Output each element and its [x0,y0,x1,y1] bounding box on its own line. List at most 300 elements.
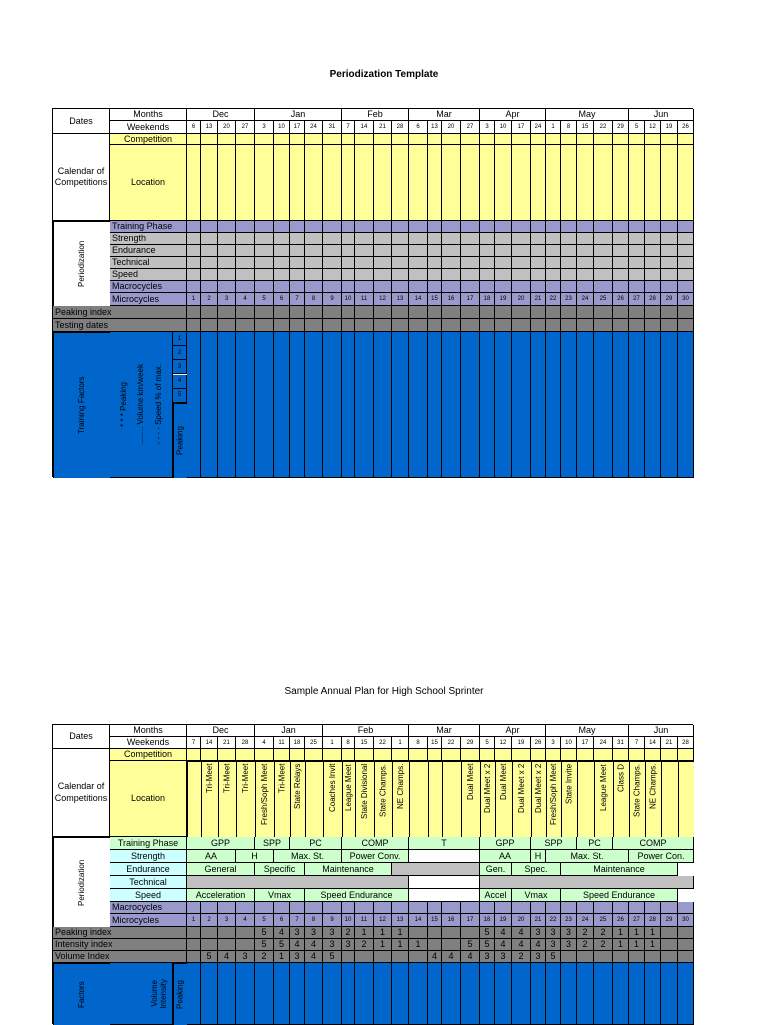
endurance-cell[interactable] [255,245,274,257]
volume-index-cell[interactable] [613,951,629,963]
strength-cell[interactable] [218,233,236,245]
intensity-index-cell[interactable]: 5 [480,939,495,951]
training-phase-segment[interactable]: PC [577,837,613,850]
macrocycles-cell[interactable] [187,281,201,293]
endurance-cell[interactable] [561,245,577,257]
training-factor-cell[interactable] [561,963,577,1025]
location-cell[interactable] [201,145,218,221]
strength-segment[interactable]: AA [187,850,236,863]
macrocycle-cell[interactable] [305,902,323,914]
training-factor-cell[interactable] [323,332,342,478]
macrocycle-cell[interactable] [461,902,480,914]
strength-cell[interactable] [342,233,355,245]
endurance-cell[interactable] [512,245,531,257]
training-factor-cell[interactable] [187,963,201,1025]
training-factor-cell[interactable] [480,332,495,478]
training-factor-cell[interactable] [577,963,594,1025]
strength-cell[interactable] [512,233,531,245]
intensity-index-cell[interactable]: 2 [355,939,374,951]
intensity-index-cell[interactable] [428,939,442,951]
training-factor-cell[interactable] [355,332,374,478]
competition-name-cell[interactable]: Tri-Meet [218,761,236,837]
technical-cell[interactable] [374,257,392,269]
testing-dates-cell[interactable] [495,319,512,332]
competition-name-cell[interactable]: Coaches Invit [323,761,342,837]
training-factor-cell[interactable] [374,332,392,478]
strength-cell[interactable] [661,233,678,245]
training-phase-cell[interactable] [274,221,290,233]
competition-name-cell[interactable]: State Invite [561,761,577,837]
testing-dates-cell[interactable] [678,319,694,332]
training-factor-cell[interactable] [613,963,629,1025]
endurance-cell[interactable] [577,245,594,257]
intensity-index-cell[interactable] [201,939,218,951]
macrocycles-cell[interactable] [374,281,392,293]
location-cell[interactable] [355,145,374,221]
peaking-index-cell[interactable] [374,306,392,319]
training-factor-cell[interactable] [409,332,428,478]
speed-cell[interactable] [355,269,374,281]
peaking-index-cell[interactable]: 5 [480,927,495,939]
technical-cell[interactable] [428,257,442,269]
peaking-index-cell[interactable] [342,306,355,319]
strength-cell[interactable] [561,233,577,245]
technical-cell[interactable] [187,257,201,269]
competition-name-cell[interactable]: Dual Meet [495,761,512,837]
training-factor-cell[interactable] [305,963,323,1025]
training-factor-cell[interactable] [290,332,305,478]
peaking-index-cell[interactable] [409,927,428,939]
competition-name-cell[interactable]: Tri-Meet [274,761,290,837]
testing-dates-cell[interactable] [594,319,613,332]
testing-dates-cell[interactable] [442,319,461,332]
macrocycles-cell[interactable] [442,281,461,293]
speed-cell[interactable] [661,269,678,281]
volume-index-cell[interactable]: 3 [495,951,512,963]
strength-segment[interactable]: Max. St. [274,850,342,863]
technical-cell[interactable] [255,257,274,269]
macrocycle-cell[interactable] [629,902,645,914]
location-cell[interactable] [187,145,201,221]
endurance-cell[interactable] [661,245,678,257]
speed-cell[interactable] [629,269,645,281]
technical-cell[interactable] [629,257,645,269]
training-factor-cell[interactable] [218,963,236,1025]
technical-cell[interactable] [577,257,594,269]
training-phase-cell[interactable] [409,221,428,233]
training-factor-cell[interactable] [392,963,409,1025]
intensity-index-cell[interactable]: 3 [561,939,577,951]
training-phase-cell[interactable] [629,221,645,233]
macrocycle-cell[interactable] [201,902,218,914]
speed-cell[interactable] [577,269,594,281]
technical-cell[interactable] [290,257,305,269]
training-factor-cell[interactable] [323,963,342,1025]
training-phase-segment[interactable]: SPP [531,837,577,850]
peaking-index-cell[interactable] [428,927,442,939]
strength-cell[interactable] [274,233,290,245]
intensity-index-cell[interactable]: 4 [512,939,531,951]
macrocycles-cell[interactable] [613,281,629,293]
strength-cell[interactable] [678,233,694,245]
technical-cell[interactable] [355,257,374,269]
competition-name-cell[interactable] [577,761,594,837]
speed-cell[interactable] [342,269,355,281]
location-cell[interactable] [342,145,355,221]
training-factor-cell[interactable] [187,332,201,478]
volume-index-cell[interactable]: 5 [323,951,342,963]
training-factor-cell[interactable] [678,963,694,1025]
macrocycle-cell[interactable] [531,902,546,914]
macrocycle-cell[interactable] [613,902,629,914]
peaking-index-cell[interactable]: 3 [561,927,577,939]
intensity-index-cell[interactable]: 3 [546,939,561,951]
macrocycles-cell[interactable] [305,281,323,293]
training-phase-cell[interactable] [531,221,546,233]
training-phase-cell[interactable] [546,221,561,233]
endurance-cell[interactable] [629,245,645,257]
speed-cell[interactable] [480,269,495,281]
macrocycle-cell[interactable] [187,902,201,914]
macrocycles-cell[interactable] [201,281,218,293]
training-phase-cell[interactable] [594,221,613,233]
endurance-cell[interactable] [678,245,694,257]
location-cell[interactable] [305,145,323,221]
location-cell[interactable] [255,145,274,221]
speed-cell[interactable] [561,269,577,281]
peaking-index-cell[interactable]: 1 [355,927,374,939]
endurance-cell[interactable] [342,245,355,257]
peaking-index-cell[interactable] [201,306,218,319]
location-cell[interactable] [409,145,428,221]
volume-index-cell[interactable] [678,951,694,963]
strength-cell[interactable] [355,233,374,245]
training-phase-cell[interactable] [305,221,323,233]
peaking-index-cell[interactable] [201,927,218,939]
intensity-index-cell[interactable] [218,939,236,951]
peaking-index-cell[interactable]: 4 [495,927,512,939]
intensity-index-cell[interactable]: 3 [342,939,355,951]
training-factor-cell[interactable] [355,963,374,1025]
competition-name-cell[interactable] [187,761,201,837]
speed-cell[interactable] [187,269,201,281]
volume-index-cell[interactable]: 5 [546,951,561,963]
peaking-index-cell[interactable] [218,927,236,939]
training-factor-cell[interactable] [392,332,409,478]
training-factor-cell[interactable] [661,963,678,1025]
training-factor-cell[interactable] [512,332,531,478]
testing-dates-cell[interactable] [342,319,355,332]
training-factor-cell[interactable] [255,963,274,1025]
location-cell[interactable] [661,145,678,221]
endurance-cell[interactable] [187,245,201,257]
strength-cell[interactable] [577,233,594,245]
competition-name-cell[interactable]: State Champs. [629,761,645,837]
technical-cell[interactable] [201,257,218,269]
training-factor-cell[interactable] [531,332,546,478]
strength-cell[interactable] [323,233,342,245]
macrocycles-cell[interactable] [392,281,409,293]
volume-index-cell[interactable] [561,951,577,963]
macrocycles-cell[interactable] [546,281,561,293]
endurance-cell[interactable] [218,245,236,257]
testing-dates-cell[interactable] [255,319,274,332]
peaking-index-cell[interactable] [678,306,694,319]
endurance-segment[interactable] [392,863,480,876]
strength-cell[interactable] [290,233,305,245]
macrocycle-cell[interactable] [480,902,495,914]
volume-index-cell[interactable]: 5 [201,951,218,963]
testing-dates-cell[interactable] [512,319,531,332]
training-factor-cell[interactable] [629,332,645,478]
peaking-index-cell[interactable] [461,306,480,319]
volume-index-cell[interactable] [342,951,355,963]
volume-index-cell[interactable] [409,951,428,963]
volume-index-cell[interactable]: 3 [236,951,255,963]
endurance-cell[interactable] [546,245,561,257]
endurance-cell[interactable] [201,245,218,257]
training-factor-cell[interactable] [255,332,274,478]
strength-cell[interactable] [305,233,323,245]
macrocycles-cell[interactable] [290,281,305,293]
macrocycle-cell[interactable] [274,902,290,914]
testing-dates-cell[interactable] [392,319,409,332]
strength-cell[interactable] [392,233,409,245]
training-phase-cell[interactable] [461,221,480,233]
testing-dates-cell[interactable] [428,319,442,332]
endurance-cell[interactable] [613,245,629,257]
training-factor-cell[interactable] [428,963,442,1025]
training-factor-cell[interactable] [512,963,531,1025]
peaking-index-cell[interactable] [442,306,461,319]
macrocycle-cell[interactable] [495,902,512,914]
training-factor-cell[interactable] [274,963,290,1025]
endurance-cell[interactable] [323,245,342,257]
competition-name-cell[interactable] [305,761,323,837]
macrocycle-cell[interactable] [342,902,355,914]
testing-dates-cell[interactable] [355,319,374,332]
volume-index-cell[interactable] [577,951,594,963]
competition-name-cell[interactable]: State Champs. [374,761,392,837]
endurance-segment[interactable]: Gen. [480,863,512,876]
endurance-cell[interactable] [374,245,392,257]
peaking-index-cell[interactable] [187,927,201,939]
location-cell[interactable] [561,145,577,221]
training-phase-cell[interactable] [428,221,442,233]
macrocycle-cell[interactable] [355,902,374,914]
intensity-index-cell[interactable]: 5 [461,939,480,951]
training-factor-cell[interactable] [342,332,355,478]
peaking-index-cell[interactable] [661,927,678,939]
technical-segment[interactable] [409,876,480,889]
testing-dates-cell[interactable] [409,319,428,332]
location-cell[interactable] [442,145,461,221]
endurance-segment[interactable]: Maintenance [305,863,392,876]
training-phase-cell[interactable] [661,221,678,233]
volume-index-cell[interactable]: 4 [305,951,323,963]
training-factor-cell[interactable] [546,332,561,478]
technical-cell[interactable] [342,257,355,269]
macrocycle-cell[interactable] [374,902,392,914]
peaking-index-cell[interactable] [645,306,661,319]
testing-dates-cell[interactable] [187,319,201,332]
speed-cell[interactable] [374,269,392,281]
speed-cell[interactable] [461,269,480,281]
intensity-index-cell[interactable] [442,939,461,951]
location-cell[interactable] [290,145,305,221]
testing-dates-cell[interactable] [546,319,561,332]
macrocycles-cell[interactable] [661,281,678,293]
strength-segment[interactable]: H [531,850,546,863]
volume-index-cell[interactable] [594,951,613,963]
technical-cell[interactable] [392,257,409,269]
training-phase-cell[interactable] [187,221,201,233]
macrocycle-cell[interactable] [392,902,409,914]
volume-index-cell[interactable] [392,951,409,963]
training-factor-cell[interactable] [594,963,613,1025]
strength-cell[interactable] [480,233,495,245]
training-phase-cell[interactable] [561,221,577,233]
peaking-index-cell[interactable] [577,306,594,319]
macrocycle-cell[interactable] [512,902,531,914]
training-factor-cell[interactable] [661,332,678,478]
volume-index-cell[interactable]: 3 [531,951,546,963]
technical-cell[interactable] [461,257,480,269]
peaking-index-cell[interactable]: 4 [512,927,531,939]
macrocycle-cell[interactable] [577,902,594,914]
strength-cell[interactable] [645,233,661,245]
competition-name-cell[interactable]: NE Champs. [645,761,661,837]
speed-cell[interactable] [442,269,461,281]
peaking-index-cell[interactable] [594,306,613,319]
training-phase-cell[interactable] [512,221,531,233]
speed-cell[interactable] [512,269,531,281]
training-phase-cell[interactable] [355,221,374,233]
endurance-cell[interactable] [428,245,442,257]
macrocycles-cell[interactable] [629,281,645,293]
competition-name-cell[interactable]: Dual Meet x 2 [531,761,546,837]
training-phase-segment[interactable]: GPP [187,837,255,850]
peaking-index-cell[interactable]: 3 [323,927,342,939]
training-phase-cell[interactable] [392,221,409,233]
training-factor-cell[interactable] [305,332,323,478]
peaking-index-cell[interactable]: 3 [290,927,305,939]
training-factor-cell[interactable] [342,963,355,1025]
peaking-index-cell[interactable] [512,306,531,319]
macrocycle-cell[interactable] [428,902,442,914]
speed-cell[interactable] [546,269,561,281]
technical-cell[interactable] [218,257,236,269]
endurance-cell[interactable] [442,245,461,257]
testing-dates-cell[interactable] [374,319,392,332]
speed-cell[interactable] [495,269,512,281]
training-factor-cell[interactable] [374,963,392,1025]
endurance-cell[interactable] [645,245,661,257]
intensity-index-cell[interactable]: 3 [323,939,342,951]
volume-index-cell[interactable]: 1 [274,951,290,963]
strength-segment[interactable]: Power Con. [629,850,694,863]
testing-dates-cell[interactable] [480,319,495,332]
location-cell[interactable] [577,145,594,221]
testing-dates-cell[interactable] [645,319,661,332]
training-phase-cell[interactable] [645,221,661,233]
technical-cell[interactable] [236,257,255,269]
volume-index-cell[interactable] [187,951,201,963]
intensity-index-cell[interactable] [187,939,201,951]
training-phase-cell[interactable] [495,221,512,233]
peaking-index-cell[interactable]: 3 [546,927,561,939]
peaking-index-cell[interactable] [255,306,274,319]
training-factor-cell[interactable] [495,332,512,478]
macrocycles-cell[interactable] [594,281,613,293]
technical-cell[interactable] [561,257,577,269]
macrocycle-cell[interactable] [546,902,561,914]
training-phase-cell[interactable] [480,221,495,233]
intensity-index-cell[interactable]: 2 [594,939,613,951]
endurance-cell[interactable] [495,245,512,257]
peaking-index-cell[interactable] [323,306,342,319]
training-phase-cell[interactable] [236,221,255,233]
location-cell[interactable] [480,145,495,221]
training-phase-cell[interactable] [323,221,342,233]
location-cell[interactable] [392,145,409,221]
technical-cell[interactable] [678,257,694,269]
location-cell[interactable] [678,145,694,221]
speed-cell[interactable] [678,269,694,281]
competition-name-cell[interactable]: NE Champs. [392,761,409,837]
strength-segment[interactable]: H [236,850,274,863]
endurance-cell[interactable] [274,245,290,257]
training-factor-cell[interactable] [531,963,546,1025]
macrocycle-cell[interactable] [561,902,577,914]
technical-cell[interactable] [274,257,290,269]
intensity-index-cell[interactable] [236,939,255,951]
strength-cell[interactable] [236,233,255,245]
training-factor-cell[interactable] [561,332,577,478]
training-factor-cell[interactable] [442,963,461,1025]
training-phase-segment[interactable]: SPP [255,837,290,850]
strength-cell[interactable] [495,233,512,245]
location-cell[interactable] [236,145,255,221]
peaking-index-cell[interactable] [495,306,512,319]
macrocycles-cell[interactable] [355,281,374,293]
technical-cell[interactable] [645,257,661,269]
speed-segment[interactable] [409,889,480,902]
intensity-index-cell[interactable]: 1 [374,939,392,951]
macrocycles-cell[interactable] [428,281,442,293]
macrocycle-cell[interactable] [661,902,678,914]
location-cell[interactable] [645,145,661,221]
peaking-index-cell[interactable] [661,306,678,319]
location-cell[interactable] [374,145,392,221]
speed-segment[interactable]: Acceleration [187,889,255,902]
peaking-index-cell[interactable] [355,306,374,319]
technical-cell[interactable] [409,257,428,269]
endurance-cell[interactable] [531,245,546,257]
peaking-index-cell[interactable] [546,306,561,319]
macrocycles-cell[interactable] [495,281,512,293]
training-phase-cell[interactable] [218,221,236,233]
speed-cell[interactable] [531,269,546,281]
training-phase-segment[interactable]: COMP [613,837,694,850]
location-cell[interactable] [546,145,561,221]
volume-index-cell[interactable]: 4 [218,951,236,963]
peaking-index-cell[interactable]: 1 [374,927,392,939]
technical-cell[interactable] [661,257,678,269]
location-cell[interactable] [323,145,342,221]
macrocycle-cell[interactable] [323,902,342,914]
strength-cell[interactable] [374,233,392,245]
